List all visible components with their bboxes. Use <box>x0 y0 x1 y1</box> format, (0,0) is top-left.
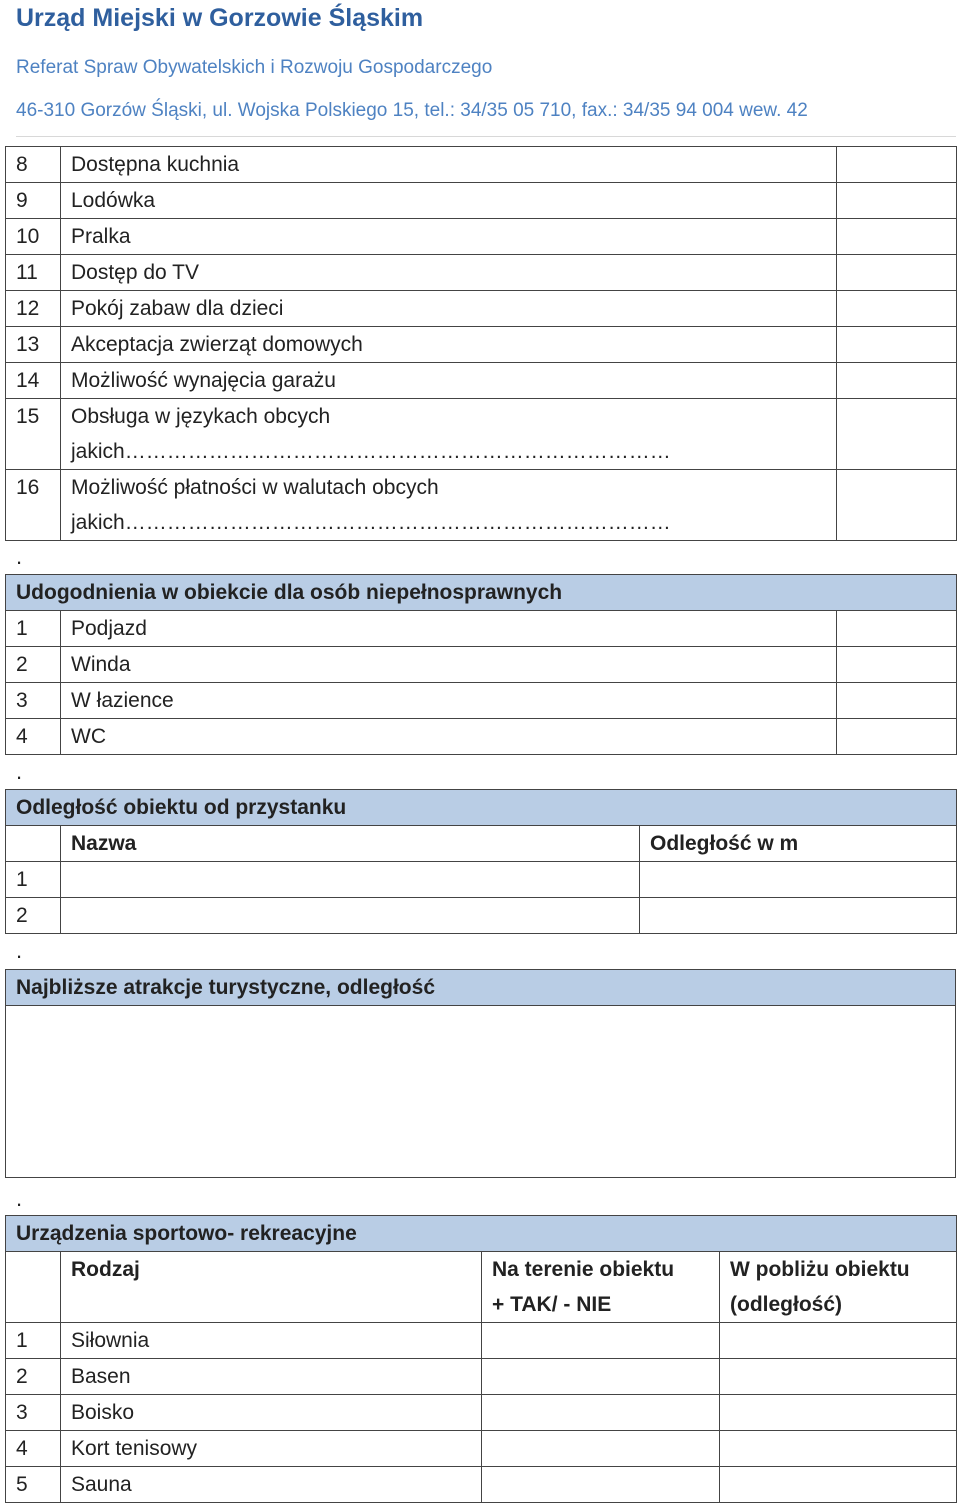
column-header-nearby-line1: W pobliżu obiektu <box>730 1258 910 1281</box>
amenities-table <box>5 146 957 541</box>
answer-cell[interactable] <box>837 399 957 470</box>
answer-cell[interactable] <box>837 219 957 255</box>
table-row <box>6 147 957 183</box>
nearby-cell[interactable] <box>720 1323 957 1359</box>
nearby-cell[interactable] <box>720 1395 957 1431</box>
separator-dot: . <box>16 544 23 569</box>
row-number: 12 <box>6 291 61 327</box>
row-label: Pokój zabaw dla dzieci <box>61 291 837 327</box>
row-number: 8 <box>6 147 61 183</box>
separator-dot: . <box>16 759 23 784</box>
row-number: 4 <box>6 719 61 755</box>
row-label <box>61 470 837 541</box>
column-header-nearby <box>720 1252 957 1323</box>
row-label-main: Obsługa w językach obcych <box>71 405 331 428</box>
row-label: Boisko <box>61 1395 482 1431</box>
row-label <box>61 399 837 470</box>
row-number: 15 <box>6 399 61 470</box>
table-row <box>6 291 957 327</box>
column-header-row <box>6 1252 957 1323</box>
table-row <box>6 219 957 255</box>
row-number: 2 <box>6 1359 61 1395</box>
row-number: 11 <box>6 255 61 291</box>
row-number: 4 <box>6 1431 61 1467</box>
answer-cell[interactable] <box>837 611 957 647</box>
row-label-detail[interactable]: jakich…………………………………………………………………… <box>71 440 671 463</box>
bus-stop-table <box>5 789 957 934</box>
table-row <box>6 363 957 399</box>
row-number: 13 <box>6 327 61 363</box>
header-divider <box>16 136 956 137</box>
section-heading: Najbliższe atrakcje turystyczne, odległość <box>6 970 956 1006</box>
onsite-cell[interactable] <box>482 1359 720 1395</box>
answer-cell[interactable] <box>837 719 957 755</box>
column-header-distance: Odległość w m <box>640 826 957 862</box>
row-label: Kort tenisowy <box>61 1431 482 1467</box>
table-row <box>6 1323 957 1359</box>
section-heading-row <box>6 575 957 611</box>
table-row <box>6 327 957 363</box>
row-label-detail[interactable]: jakich…………………………………………………………………… <box>71 511 671 534</box>
table-row <box>6 647 957 683</box>
row-number: 5 <box>6 1467 61 1503</box>
section-heading: Udogodnienia w obiekcie dla osób niepełnosprawnych <box>6 575 957 611</box>
row-number: 3 <box>6 1395 61 1431</box>
column-header-onsite-line2: + TAK/ - NIE <box>492 1293 612 1316</box>
stop-name-cell[interactable] <box>61 898 640 934</box>
onsite-cell[interactable] <box>482 1431 720 1467</box>
column-header-onsite <box>482 1252 720 1323</box>
row-label: Pralka <box>61 219 837 255</box>
table-row <box>6 1006 956 1178</box>
row-number: 2 <box>6 898 61 934</box>
answer-cell[interactable] <box>837 327 957 363</box>
row-label: Basen <box>61 1359 482 1395</box>
row-label: Lodówka <box>61 183 837 219</box>
onsite-cell[interactable] <box>482 1467 720 1503</box>
office-title: Urząd Miejski w Gorzowie Śląskim <box>16 4 424 32</box>
row-number: 2 <box>6 647 61 683</box>
office-address: 46-310 Gorzów Śląski, ul. Wojska Polskiego 15, tel.: 34/35 05 710, fax.: 34/35 94 004 wew. 42 <box>16 100 808 121</box>
answer-cell[interactable] <box>837 470 957 541</box>
row-label: WC <box>61 719 837 755</box>
table-row <box>6 1431 957 1467</box>
column-header-name: Nazwa <box>61 826 640 862</box>
answer-cell[interactable] <box>837 147 957 183</box>
row-number <box>6 826 61 862</box>
nearby-cell[interactable] <box>720 1431 957 1467</box>
row-label-main: Możliwość płatności w walutach obcych <box>71 476 439 499</box>
row-number: 14 <box>6 363 61 399</box>
row-label: Możliwość wynajęcia garażu <box>61 363 837 399</box>
sports-table <box>5 1215 957 1503</box>
nearby-cell[interactable] <box>720 1467 957 1503</box>
answer-cell[interactable] <box>837 647 957 683</box>
answer-cell[interactable] <box>837 183 957 219</box>
row-number: 1 <box>6 1323 61 1359</box>
column-header-onsite-line1: Na terenie obiektu <box>492 1258 675 1281</box>
stop-name-cell[interactable] <box>61 862 640 898</box>
onsite-cell[interactable] <box>482 1395 720 1431</box>
table-row <box>6 719 957 755</box>
row-number: 9 <box>6 183 61 219</box>
attractions-input-cell[interactable] <box>6 1006 956 1178</box>
row-number: 16 <box>6 470 61 541</box>
separator-dot: . <box>16 1186 23 1211</box>
attractions-table <box>5 969 956 1178</box>
table-row <box>6 862 957 898</box>
answer-cell[interactable] <box>837 683 957 719</box>
section-heading: Urządzenia sportowo- rekreacyjne <box>6 1216 957 1252</box>
stop-distance-cell[interactable] <box>640 862 957 898</box>
table-row <box>6 611 957 647</box>
table-row <box>6 1467 957 1503</box>
row-label: W łazience <box>61 683 837 719</box>
table-row <box>6 255 957 291</box>
row-number: 1 <box>6 862 61 898</box>
table-row <box>6 683 957 719</box>
stop-distance-cell[interactable] <box>640 898 957 934</box>
row-label: Podjazd <box>61 611 837 647</box>
row-label: Akceptacja zwierząt domowych <box>61 327 837 363</box>
row-label: Winda <box>61 647 837 683</box>
row-number: 3 <box>6 683 61 719</box>
answer-cell[interactable] <box>837 291 957 327</box>
row-label: Siłownia <box>61 1323 482 1359</box>
section-heading-row <box>6 970 956 1006</box>
table-row <box>6 399 957 470</box>
column-header-row <box>6 826 957 862</box>
table-row <box>6 470 957 541</box>
table-row <box>6 1359 957 1395</box>
table-row <box>6 898 957 934</box>
column-header-nearby-line2: (odległość) <box>730 1293 843 1316</box>
section-heading: Odległość obiektu od przystanku <box>6 790 957 826</box>
department-subtitle: Referat Spraw Obywatelskich i Rozwoju Gospodarczego <box>16 57 493 78</box>
separator-dot: . <box>16 938 23 963</box>
column-header-type: Rodzaj <box>61 1252 482 1323</box>
nearby-cell[interactable] <box>720 1359 957 1395</box>
table-row <box>6 183 957 219</box>
answer-cell[interactable] <box>837 255 957 291</box>
disabled-facilities-table <box>5 574 957 755</box>
answer-cell[interactable] <box>837 363 957 399</box>
row-label: Dostępna kuchnia <box>61 147 837 183</box>
onsite-cell[interactable] <box>482 1323 720 1359</box>
row-number: 1 <box>6 611 61 647</box>
row-label: Sauna <box>61 1467 482 1503</box>
table-row <box>6 1395 957 1431</box>
row-label: Dostęp do TV <box>61 255 837 291</box>
row-number: 10 <box>6 219 61 255</box>
section-heading-row <box>6 790 957 826</box>
section-heading-row <box>6 1216 957 1252</box>
row-number <box>6 1252 61 1323</box>
